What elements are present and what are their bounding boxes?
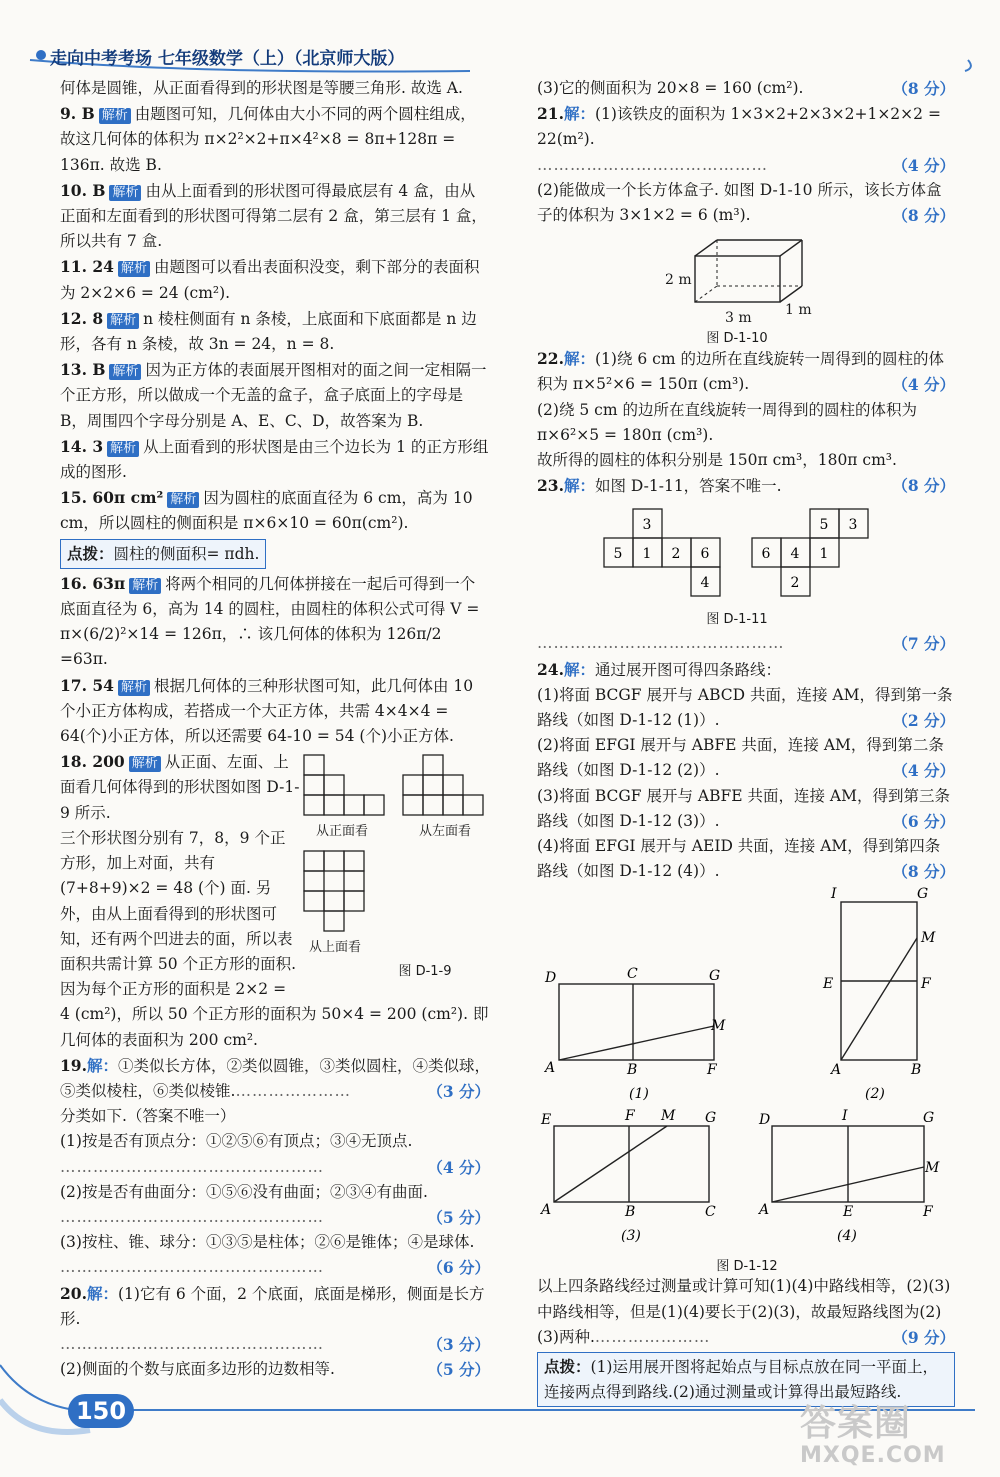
net2-cell: 3 [848,517,858,534]
answer-23-score: ……………………………………… （7 分） [537,634,955,654]
answer-16: 16. 63π 解析 将两个相同的几何体拼接在一起后可得到一个底面直径为 6，高为 14 的圆柱，由圆柱的体积公式可得 V = π×(6/2)²×14 = 126π，∴ 该几何体的体积为 126π/2 =63π. [60,573,480,669]
net2-cell: 2 [790,575,800,592]
figure-d-1-11 [537,499,955,631]
answer-14: 14. 3 解析 从上面看到的形状图是由三个边长为 1 的正方形组成的图形. [60,436,489,482]
answer-10: 10. B 解析 由从上面看到的形状图可得最底层有 4 盒，由从正面和左面看到的形状图可得第二层有 2 盒，第三层有 1 盒，所以共有 7 盒. [60,180,487,251]
net1-cell: 5 [613,546,623,563]
answer-24-3: (3)将面 BCGF 展开与 ABFE 共面，连接 AM，得到第三条路线（如图 D-1-12 (3)）. （6 分） [537,786,955,831]
answer-24-4: (4)将面 EFGI 展开与 AEID 共面，连接 AM，得到第四条路线（如图 D-1-12 (4)）. （8 分） [537,837,955,882]
label: A [759,1202,770,1219]
label: G [923,1110,935,1127]
answer-20-line2: (2)侧面的个数与底面多边形的边数相等. （5 分） [60,1360,490,1380]
figure-d-1-9 [300,749,490,984]
figure-d-1-12 [537,884,955,1274]
label: G [917,886,929,903]
answer-23: 23.解：如图 D-1-11，答案不唯一. [537,476,782,496]
net1-cell: 6 [700,546,710,563]
label: G [705,1110,717,1127]
label: G [709,968,721,985]
label: I [842,1108,848,1125]
label: (1) [629,1086,649,1103]
figure-d-1-11-caption: 图 D-1-11 [706,612,768,628]
figure-d-1-12-caption: 图 D-1-12 [716,1259,778,1275]
answer-17: 17. 54 解析 根据几何体的三种形状图可知，此几何体由 10 个小正方体构成，若搭成一个大正方体，共需 4×4×4 = 64(个)小正方体，所以还需要 64-10 = 54 (个)小正方体. [60,675,474,746]
answer-19-line2: 分类如下.（答案不唯一） [60,1107,236,1126]
left-view-label: 从左面看 [418,824,471,840]
front-view-label: 从正面看 [315,824,368,840]
label: M [711,1018,726,1035]
answer-24-2: (2)将面 EFGI 展开与 ABFE 共面，连接 AM，得到第二条路线（如图 D-1-12 (2)）. （4 分） [537,736,955,781]
answer-12: 12. 8 解析 n 棱柱侧面有 n 条棱，上底面和下底面都是 n 边形，各有 n 条棱，故 3n = 24，n = 8. [60,308,477,354]
answer-24: 24.解：通过展开图可得四条路线： [537,659,781,679]
left-column [60,76,490,1382]
label: E [823,976,834,993]
answer-21: 21.解：(1)该铁皮的面积为 1×3×2+2×3×2+1×2×2 = 22(m²). …………………………………… （4 分） [537,104,955,175]
answer-9: 9. B 解析 由题图可知，几何体由大小不同的两个圆柱组成，故这几何体的体积为 π×2²×2+π×4²×8 = 8π+128π = 136π. 故选 B. [60,104,476,174]
net1-cell: 4 [700,575,710,592]
header-title: 走向中考考场 七年级数学（上）（北京师大版） [50,49,405,69]
label: E [541,1112,552,1129]
figure-d-1-9-caption: 图 D-1-9 [398,964,452,980]
label: F [923,1204,933,1221]
label: A [541,1202,552,1219]
answer-22: 22.解：(1)绕 6 cm 的边所在直线旋转一周得到的圆柱的体积为 π×5²×6 = 150π (cm³). （4 分） [537,349,955,395]
label: C [705,1204,716,1221]
label: A [545,1060,556,1077]
tip-box-15: 点拨：圆柱的侧面积= πdh. [60,539,266,569]
net2-cell: 6 [761,546,771,563]
label: D [759,1112,771,1129]
label: A [831,1062,842,1079]
box-depth-label: 1 m [785,302,812,319]
answer-22-c: 故所得的圆柱的体积分别是 150π cm³，180π cm³. （8 分） [537,451,955,496]
label: (3) [621,1228,641,1245]
label: (2) [865,1086,885,1103]
label: F [625,1108,635,1125]
answer-24-1: (1)将面 BCGF 展开与 ABCD 共面，连接 AM，得到第一条路线（如图 D-1-12 (1)）. （2 分） [537,685,955,731]
label: B [627,1062,638,1079]
answer-15: 15. 60π cm² 解析 因为圆柱的底面直径为 6 cm，高为 10 cm，所以圆柱的侧面积是 π×6×10 = 60π(cm²). [60,488,473,533]
net1-cell: 3 [642,517,652,534]
box-height-label: 2 m [665,272,692,289]
label: E [843,1204,854,1221]
unfolded-routes-figure [537,884,955,1274]
box-width-label: 3 m [725,310,752,327]
label: F [707,1062,717,1079]
answer-22-b: (2)绕 5 cm 的边所在直线旋转一周得到的圆柱的体积为 π×6²×5 = 180π (cm³). [537,400,917,444]
answer-24-conclusion: 以上四条路线经过测量或计算可知(1)(4)中路线相等，(2)(3)中路线相等，但是(1)(4)要长于(2)(3)，故最短路线图为(2)(3)两种.………………… （9 分） [537,1277,955,1347]
figure-d-1-10 [537,228,955,346]
label: M [925,1160,940,1177]
answer-19-line4: (2)按是否有曲面分：①⑤⑥没有曲面；②③④有曲面. ………………………………………… （5 分） [60,1182,490,1227]
net2-cell: 4 [790,546,800,563]
answer-11: 11. 24 解析 由题图可以看出表面积没变，剩下部分的表面积为 2×2×6 = 24 (cm²). [60,257,480,302]
label: B [911,1062,922,1079]
figure-d-1-10-caption: 图 D-1-10 [706,331,768,347]
answer-8-cont: 何体是圆锥，从正面看得到的形状图是等腰三角形. 故选 A. [60,79,463,97]
answer-13: 13. B 解析 因为正方体的表面展开图相对的面之间一定相隔一个正方形，所以做成一个无盖的盒子，盒子底面上的字母是 B，周围四个字母分别是 A、E、C、D，故答案为 B. [60,360,487,430]
label: F [921,976,931,993]
answer-19-line3: (1)按是否有顶点分：①②⑤⑥有顶点；③④无顶点. ………………………………………… （4 分） [60,1132,490,1177]
net1-cell: 1 [642,546,652,563]
answer-20: 20.解：(1)它有 6 个面，2 个底面，底面是梯形，侧面是长方形. ………………………………………… （3 分） [60,1283,490,1354]
page-number: 150 [68,1394,134,1428]
net1-cell: 2 [671,546,681,563]
label: C [627,966,638,983]
label: I [831,886,837,903]
label: D [545,970,557,987]
net2-cell: 5 [819,517,829,534]
watermark: 答案圈 MXQE.COM [800,1403,946,1468]
page-header [0,0,1000,74]
label: M [921,930,936,947]
label: M [661,1108,676,1125]
tip-box-24: 点拨：(1)运用展开图将起始点与目标点放在同一平面上，连接两点得到路线.(2)通过测量或计算得出最短路线. [537,1352,955,1407]
top-view-label: 从上面看 [308,940,361,956]
header-bullet-icon [36,50,46,60]
net2-cell: 1 [819,546,829,563]
right-column [537,76,955,1409]
answer-19: 19.解：①类似长方体，②类似圆锥，③类似圆柱，④类似球，⑤类似棱柱，⑥类似棱锥.………………… （3 分） [60,1055,490,1101]
label: B [625,1204,636,1221]
label: (4) [837,1228,857,1245]
answer-20-line3: (3)它的侧面积为 20×8 = 160 (cm²). （8 分） [537,79,955,98]
answer-21-b: (2)能做成一个长方体盒子. 如图 D-1-10 所示，该长方体盒子的体积为 3×1×2 = 6 (m³). （8 分） [537,180,955,226]
answer-18: 从正面看 从左面看 从上面看 图 D-1-9 18. 200 解析 从正面、左面、上面看几何体得到的形状图如图 D-1-9 所示. 三个形状图分别有 7，8，9 个正方形，加上对面，共有 (7+8+9)×2 = 48 (个) 面. 另外，由从上面看得到的形状图可知，还有两个凹进去的面，所以表面积共需计算 50 个正方形的面积. 因为每个正方形的面积是 2×2 = 4 (cm²)，所以 50 个正方形的面积为 50×4 = 200 (cm²). 即几何体的表面积为 200 cm². [60,749,490,1052]
answer-19-line5: (3)按柱、锥、球分：①③⑤是柱体；②⑥是锥体；④是球体. ………………………………………… （6 分） [60,1233,490,1278]
cube-nets-figure [537,499,955,611]
